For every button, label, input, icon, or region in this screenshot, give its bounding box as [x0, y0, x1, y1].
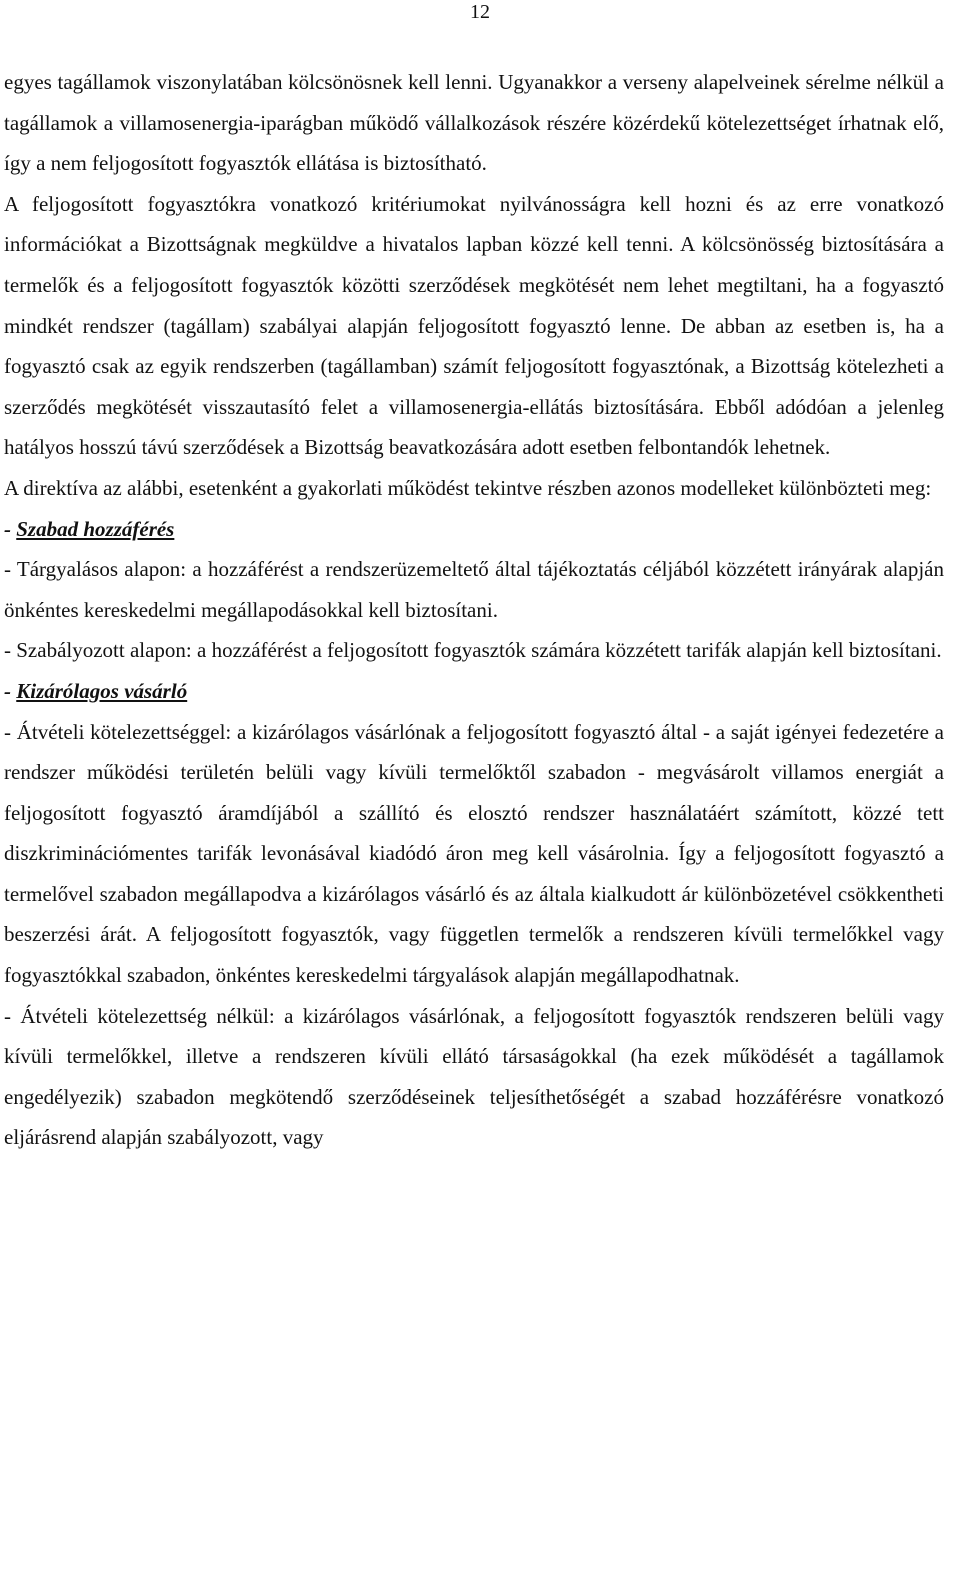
list-item-negotiated: - Tárgyalásos alapon: a hozzáférést a rendszerüzemeltető által tájékoztatás céljából közzétett irányárak alapján önkéntes kereskedelmi megállapodásokkal kell biztosítani. — [4, 557, 944, 622]
list-item-without-purchase-obligation: - Átvételi kötelezettség nélkül: a kizárólagos vásárlónak, a feljogosított fogyasztók rendszeren belüli vagy kívüli termelőkkel, illetve a rendszeren kívüli ellátó társaságokkal (ha ezek működését a tagállamok engedélyezik) szabadon megkötendő szerződéseinek teljesíthetőségét a szabad hozzáférésre vonatkozó eljárásrend alapján szabályozott, vagy — [4, 1003, 944, 1150]
heading-dash: - — [4, 516, 17, 541]
page-number: 12 — [470, 1, 490, 23]
paragraph-3: A direktíva az alábbi, esetenként a gyakorlati működést tekintve részben azonos modelleket különbözteti meg: — [4, 475, 932, 500]
paragraph-1: egyes tagállamok viszonylatában kölcsönösnek kell lenni. Ugyanakkor a verseny alapelveinek sérelme nélkül a tagállamok a villamosenergia-iparágban működő vállalkozások részére közérdekű kötelezettséget írhatnak elő, így a nem feljogosított fogyasztók ellátása is biztosítható. — [4, 70, 944, 176]
heading-text: Kizárólagos vásárló — [16, 678, 188, 703]
list-item-with-purchase-obligation: - Átvételi kötelezettséggel: a kizárólagos vásárlónak a feljogosított fogyasztó által - a saját igényei fedezetére a rendszer működési területén belüli vagy kívüli termelőktől szabadon - megvásárolt villamos energiát a feljogosított fogyasztó áramdíjából a szállító és elosztó rendszer használatáért számított, közzé tett diszkriminációmentes tarifák levonásával kiadódó áron meg kell vásárolnia. Így a feljogosított fogyasztó a termelővel szabadon megállapodva a kizárólagos vásárló és az általa kialkudott ár különbözetével csökkentheti beszerzési árát. A feljogosított fogyasztók, vagy független termelők a rendszeren kívüli termelőkkel vagy fogyasztókkal szabadon, önkéntes kereskedelmi tárgyalások alapján megállapodhatnak. — [4, 719, 944, 988]
heading-single-buyer — [4, 671, 944, 712]
heading-open-access — [4, 509, 944, 550]
list-item-regulated: - Szabályozott alapon: a hozzáférést a feljogosított fogyasztók számára közzétett tarifák alapján kell biztosítani. — [4, 638, 942, 663]
heading-dash: - — [4, 678, 17, 703]
heading-text: Szabad hozzáférés — [16, 516, 175, 541]
paragraph-2: A feljogosított fogyasztókra vonatkozó kritériumokat nyilvánosságra kell hozni és az erre vonatkozó információkat a Bizottságnak megküldve a hivatalos lapban közzé kell tenni. A kölcsönösség biztosítására a termelők és a feljogosított fogyasztók közötti szerződések megkötését nem lehet megtiltani, ha a fogyasztó mindkét rendszer (tagállam) szabályai alapján feljogosított fogyasztó lenne. De abban az esetben is, ha a fogyasztó csak az egyik rendszerben (tagállamban) számít feljogosított fogyasztónak, a Bizottság kötelezheti a szerződés megkötését visszautasító felet a villamosenergia-ellátás biztosítására. Ebből adódóan a jelenleg hatályos hosszú távú szerződések a Bizottság beavatkozására adott esetben felbontandók lehetnek. — [4, 191, 944, 460]
document-body — [4, 62, 944, 1158]
